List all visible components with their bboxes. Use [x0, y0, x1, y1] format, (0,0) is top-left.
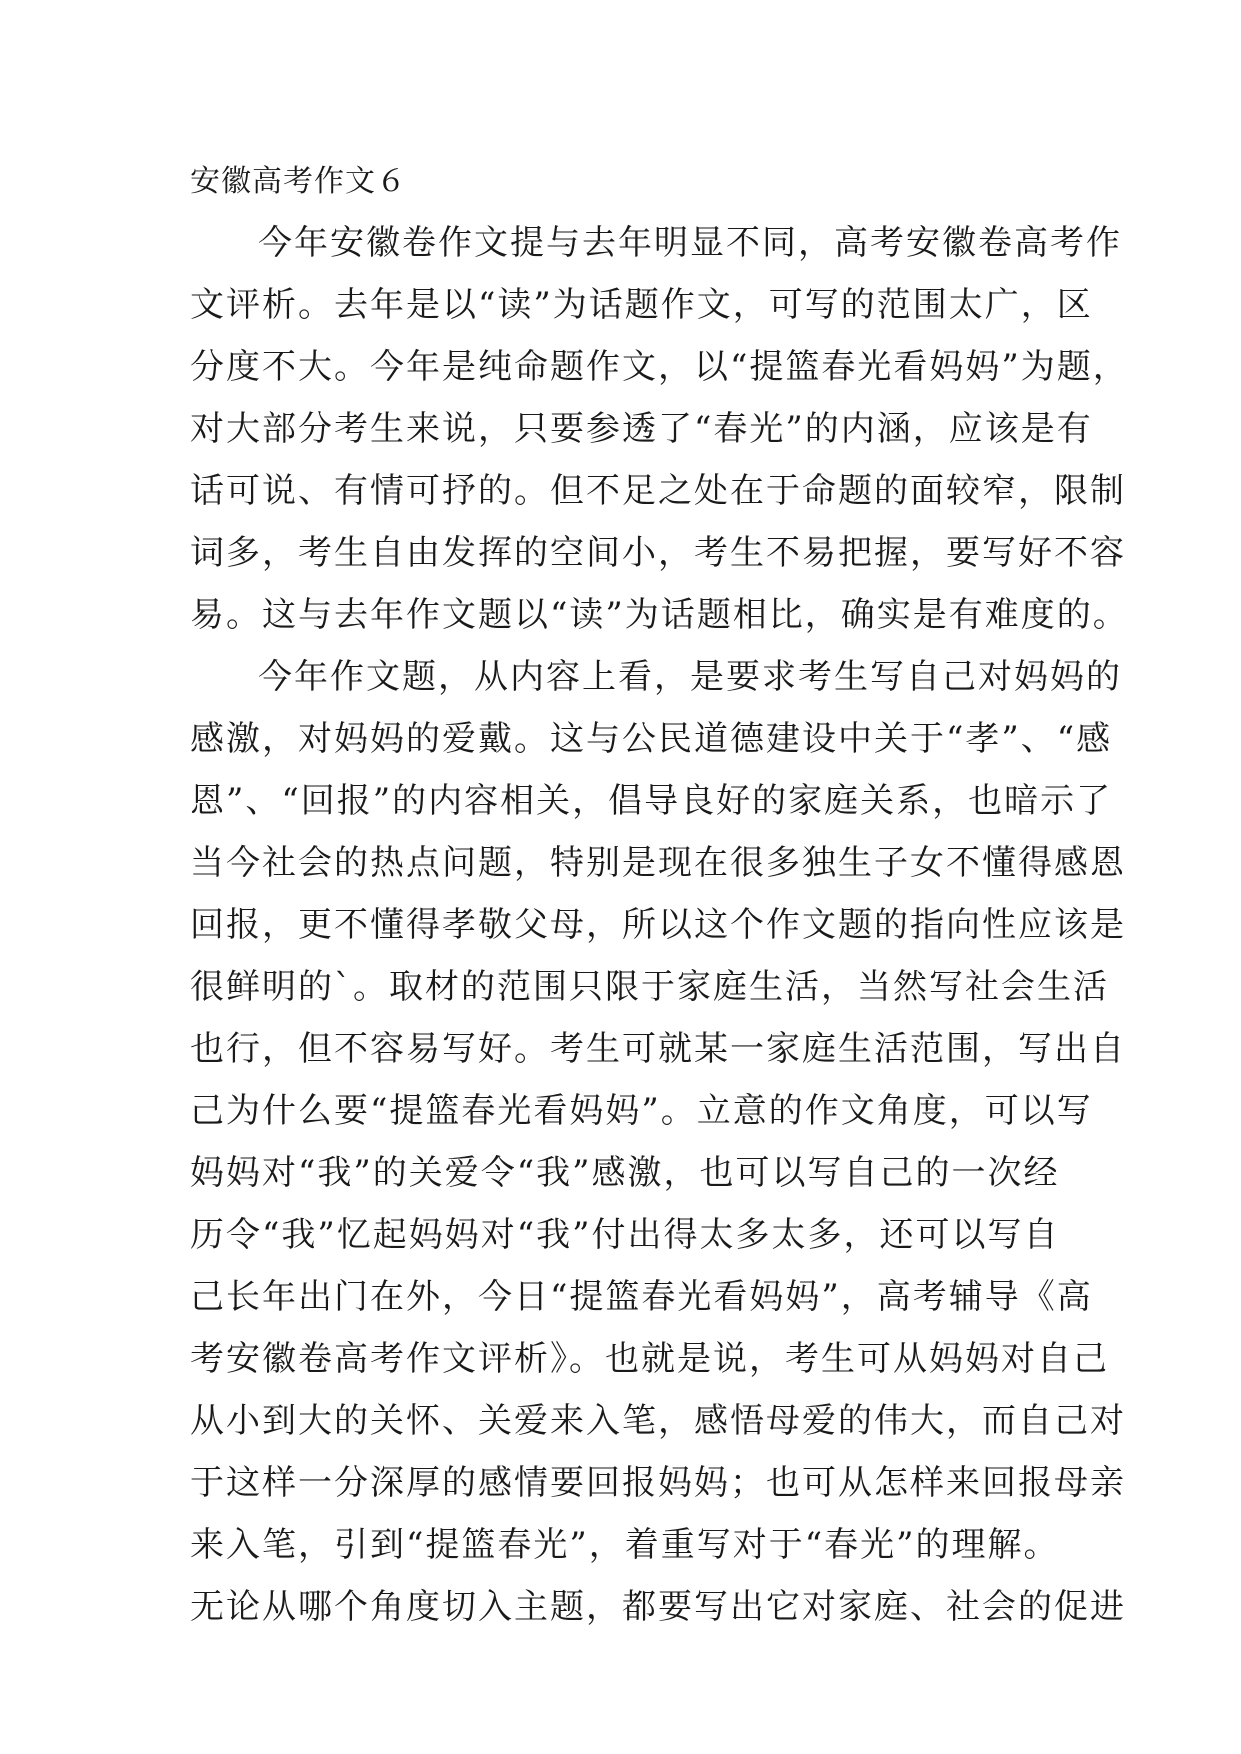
text-line: 历令“我”忆起妈妈对“我”付出得太多太多，还可以写自 — [190, 1215, 1060, 1255]
text-line: 对大部分考生来说，只要参透了“春光”的内涵，应该是有 — [190, 409, 1093, 449]
text-line: 很鲜明的`。取材的范围只限于家庭生活，当然写社会生活 — [190, 967, 1109, 1007]
text-line: 易。这与去年作文题以“读”为话题相比，确实是有难度的。 — [190, 595, 1129, 635]
text-line: 恩”、“回报”的内容相关，倡导良好的家庭关系，也暗示了 — [190, 781, 1113, 821]
text-line: 无论从哪个角度切入主题，都要写出它对家庭、社会的促进 — [190, 1587, 1126, 1627]
text-line: 回报，更不懂得孝敬父母，所以这个作文题的指向性应该是 — [190, 905, 1126, 945]
text-line: 词多，考生自由发挥的空间小，考生不易把握，要写好不容 — [190, 533, 1126, 573]
text-line: 今年作文题，从内容上看，是要求考生写自己对妈妈的 — [258, 657, 1122, 697]
text-line: 当今社会的热点问题，特别是现在很多独生子女不懂得感恩 — [190, 843, 1126, 883]
paragraph-1 — [190, 212, 1129, 646]
text-line: 己为什么要“提篮春光看妈妈”。立意的作文角度，可以写 — [190, 1091, 1093, 1131]
text-line: 己长年出门在外，今日“提篮春光看妈妈”，高考辅导《高 — [190, 1277, 1093, 1317]
document-title: 安徽高考作文６ — [190, 164, 407, 199]
text-line: 分度不大。今年是纯命题作文，以“提篮春光看妈妈”为题， — [190, 347, 1129, 387]
text-line: 感激，对妈妈的爱戴。这与公民道德建设中关于“孝”、“感 — [190, 719, 1113, 759]
text-line: 从小到大的关怀、关爱来入笔，感悟母爱的伟大，而自己对 — [190, 1401, 1126, 1441]
text-line: 今年安徽卷作文提与去年明显不同，高考安徽卷高考作 — [258, 223, 1122, 263]
text-line: 也行，但不容易写好。考生可就某一家庭生活范围，写出自 — [190, 1029, 1126, 1069]
text-line: 妈妈对“我”的关爱令“我”感激，也可以写自己的一次经 — [190, 1153, 1060, 1193]
text-line: 文评析。去年是以“读”为话题作文，可写的范围太广，区 — [190, 285, 1093, 325]
text-line: 来入笔，引到“提篮春光”，着重写对于“春光”的理解。 — [190, 1525, 1060, 1565]
paragraph-2 — [190, 646, 1126, 1638]
text-line: 考安徽卷高考作文评析》。也就是说，考生可从妈妈对自己 — [190, 1339, 1109, 1379]
text-line: 于这样一分深厚的感情要回报妈妈；也可从怎样来回报母亲 — [190, 1463, 1126, 1503]
text-line: 话可说、有情可抒的。但不足之处在于命题的面较窄，限制 — [190, 471, 1126, 511]
document-page — [190, 152, 1129, 1638]
